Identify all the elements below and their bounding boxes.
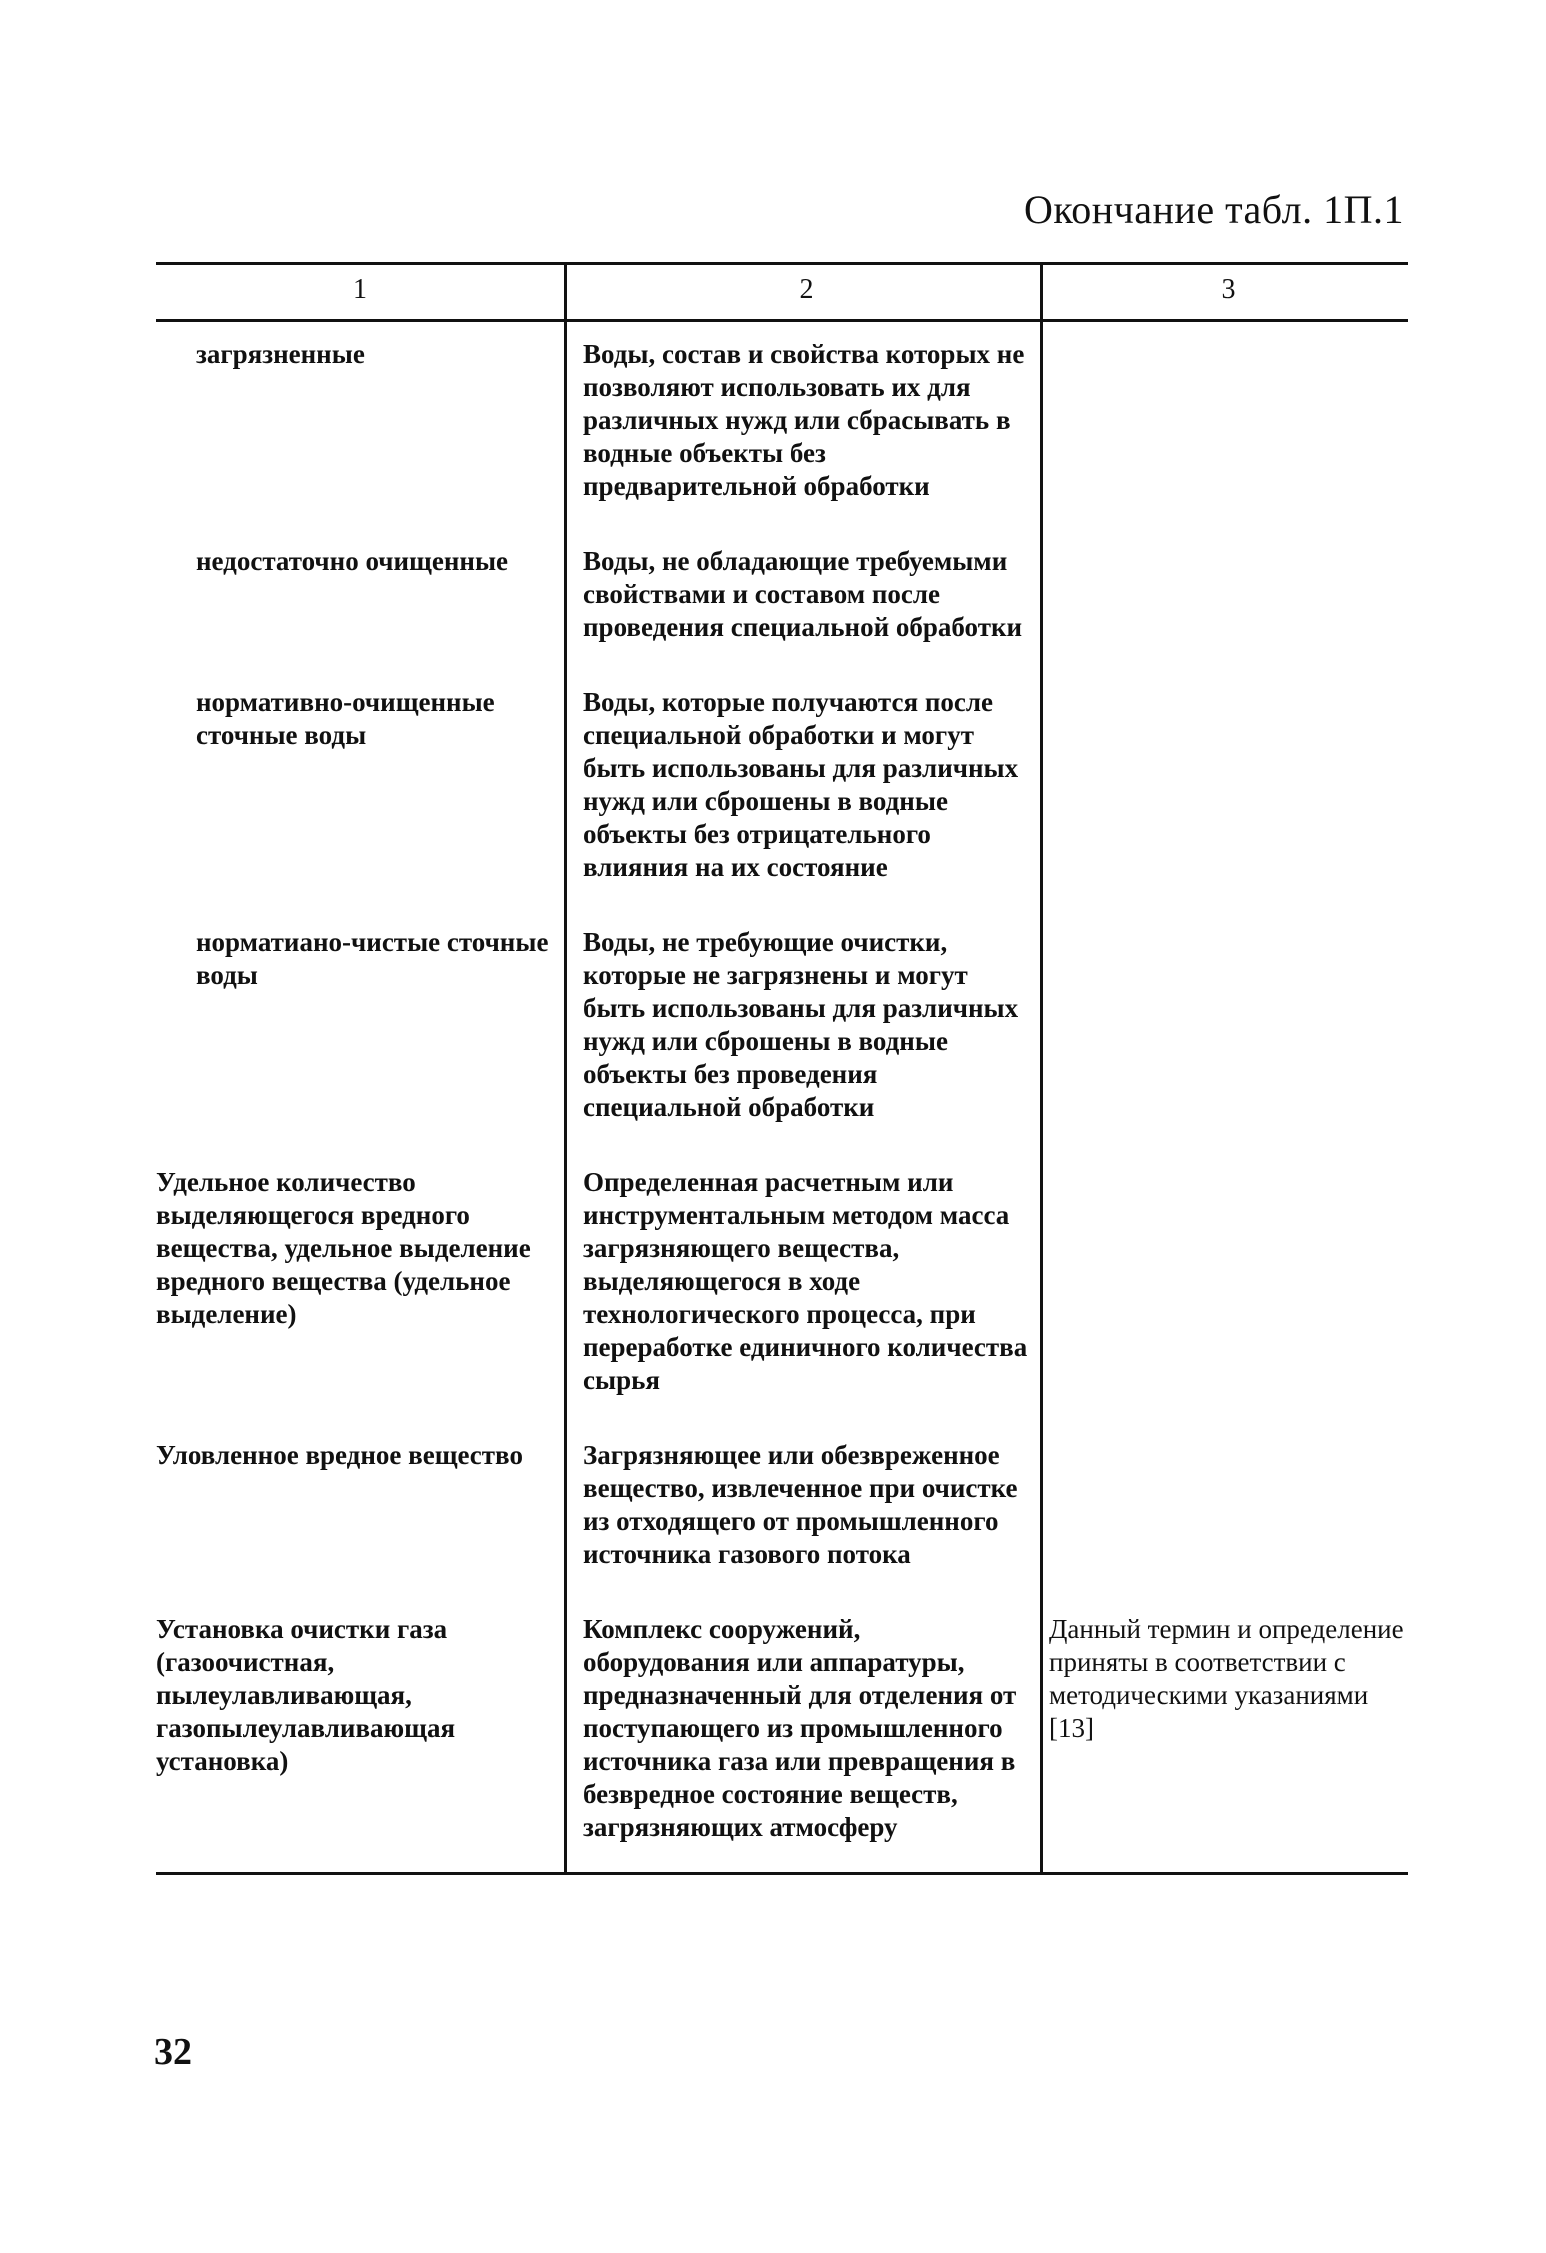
table-bottom-rule	[156, 1872, 1408, 1875]
definition-cell: Комплекс сооружений, оборудования или аппаратуры, предназначенный для отделения от поступающего из промышленного источника газа или превращения в безвредное состояние веществ, загрязняющих атмосферу	[564, 1597, 1040, 1872]
term-cell: норматиано-чистые сточные воды	[196, 927, 549, 990]
table-row	[156, 1150, 1408, 1423]
definition-cell: Загрязняющее или обезвреженное вещество, извлеченное при очистке из отходящего от промышленного источника газового потока	[564, 1423, 1040, 1597]
column-header-1: 1	[353, 274, 367, 305]
table-continuation-caption: Окончание табл. 1П.1	[1023, 187, 1404, 232]
table-row	[156, 1597, 1408, 1872]
note-cell	[1040, 1150, 1408, 1423]
definition-cell: Воды, состав и свойства которых не позволяют использовать их для различных нужд или сбрасывать в водные объекты без предварительной обработки	[564, 322, 1040, 529]
note-cell	[1040, 670, 1408, 910]
table-row	[156, 910, 1408, 1150]
column-header-2: 2	[564, 265, 1040, 319]
term-cell: нормативно-очищенные сточные воды	[196, 687, 495, 750]
note-cell	[1040, 910, 1408, 1150]
note-cell	[1040, 1423, 1408, 1597]
column-header-3: 3	[1040, 265, 1408, 319]
term-cell: Уловленное вредное вещество	[156, 1440, 523, 1470]
definition-cell: Воды, которые получаются после специальной обработки и могут быть использованы для различных нужд или сброшены в водные объекты без отрицательного влияния на их состояние	[564, 670, 1040, 910]
note-cell	[1040, 322, 1408, 529]
definition-cell: Воды, не обладающие требуемыми свойствами и составом после проведения специальной обработки	[564, 529, 1040, 670]
table-row	[156, 322, 1408, 529]
definition-cell: Воды, не требующие очистки, которые не загрязнены и могут быть использованы для различных нужд или сброшены в водные объекты без проведения специальной обработки	[564, 910, 1040, 1150]
note-cell	[1040, 529, 1408, 670]
table-row	[156, 1423, 1408, 1597]
term-cell: загрязненные	[196, 339, 365, 369]
note-cell: Данный термин и определение приняты в соответствии с методическими указаниями [13]	[1040, 1597, 1408, 1872]
definition-cell: Определенная расчетным или инструментальным методом масса загрязняющего вещества, выделяющегося в ходе технологического процесса, при переработке единичного количества сырья	[564, 1150, 1040, 1423]
table-row	[156, 670, 1408, 910]
term-cell: Установка очистки газа (газоочистная, пылеулавливающая, газопылеулавливающая установка)	[156, 1614, 456, 1776]
table-row	[156, 529, 1408, 670]
page-number: 32	[154, 2031, 192, 2073]
term-cell: Удельное количество выделяющегося вредного вещества, удельное выделение вредного вещества (удельное выделение)	[156, 1167, 531, 1329]
terms-table	[156, 262, 1408, 1875]
table-header-row	[156, 265, 1408, 319]
term-cell: недостаточно очищенные	[196, 546, 509, 576]
